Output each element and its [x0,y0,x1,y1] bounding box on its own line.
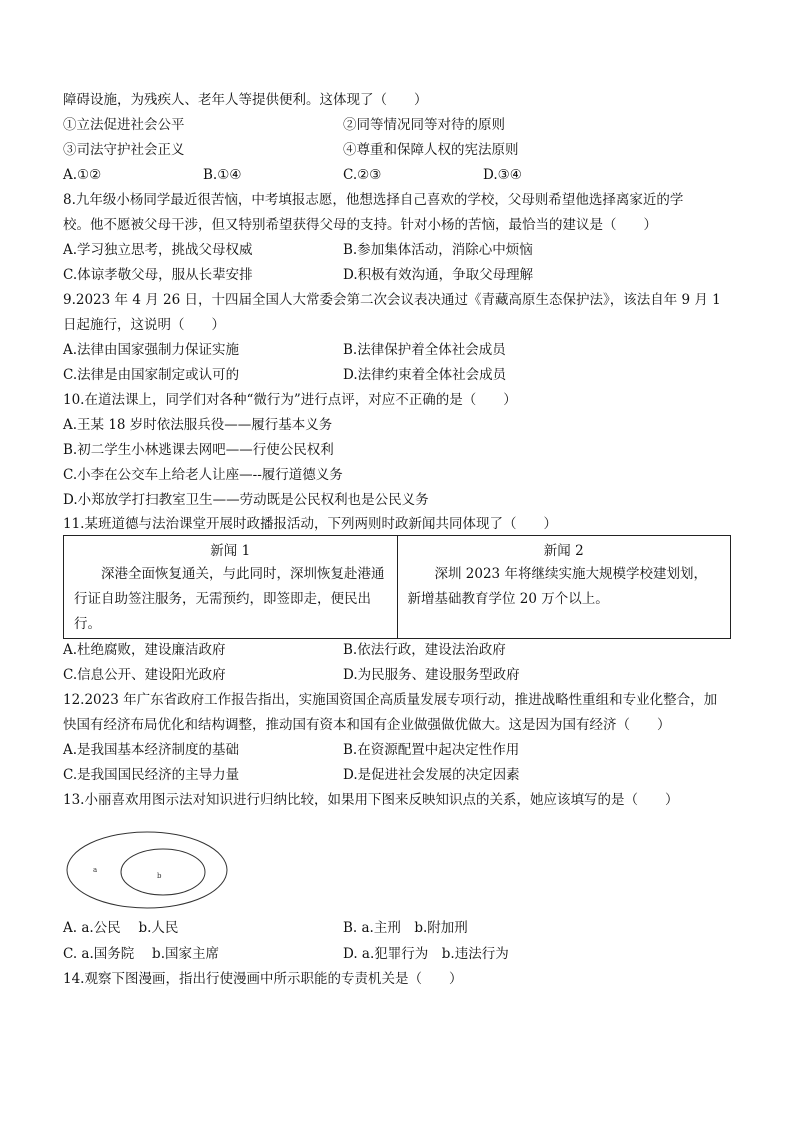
q13-choice-b[interactable]: B. a.主刑 b.附加刑 [343,920,468,936]
q9-choice-d[interactable]: D.法律约束着全体社会成员 [343,367,507,383]
q11-choice-b[interactable]: B.依法行政，建设法治政府 [343,642,506,658]
q11-choice-c[interactable]: C.信息公开、建设阳光政府 [63,667,226,683]
q12-stem-line1: 12.2023 年广东省政府工作报告指出，实施国资国企高质量发展专项行动，推进战略性重组和专业化整合，加 [63,692,718,708]
q7-item-1: ①立法促进社会公平 [63,117,185,133]
outer-ellipse [67,832,227,908]
q12-stem-line2: 快国有经济布局优化和结构调整，推动国有资本和国有企业做强做优做大。这是因为国有经济（ ） [63,717,671,733]
q12-choice-a[interactable]: A.是我国基本经济制度的基础 [63,742,240,758]
q8-choice-c[interactable]: C.体谅孝敬父母，服从长辈安排 [63,267,253,283]
q8-stem-line2: 校。他不愿被父母干涉，但又特别希望获得父母的支持。针对小杨的苦恼，最恰当的建议是（ ） [63,217,657,233]
q11-choice-a[interactable]: A.杜绝腐败，建设廉洁政府 [63,642,226,658]
q8-choice-a[interactable]: A.学习独立思考，挑战父母权威 [63,242,253,258]
q7-choice-d[interactable]: D.③④ [483,167,522,183]
news-2-body: 深圳 2023 年将继续实施大规模学校建划划，新增基础教育学位 20 万个以上。 [407,566,707,607]
q13-choice-c[interactable]: C. a.国务院 b.国家主席 [63,946,219,962]
news-table [63,535,731,639]
q7-choice-a[interactable]: A.①② [63,167,102,183]
q7-stem: 障碍设施，为残疾人、老年人等提供便利。这体现了（ ） [63,92,428,108]
inner-ellipse [121,849,205,895]
q12-choice-c[interactable]: C.是我国国民经济的主导力量 [63,767,240,783]
inner-label: b [157,872,162,880]
q9-stem-line1: 9.2023 年 4 月 26 日，十四届全国人大常委会第二次会议表决通过《青藏高原生态保护法》，该法自年 9 月 1 [63,292,721,308]
q8-choice-b[interactable]: B.参加集体活动，消除心中烦恼 [343,242,533,258]
outer-label: a [93,866,98,874]
q10-choice-a[interactable]: A.王某 18 岁时依法服兵役——履行基本义务 [63,417,333,433]
q10-choice-c[interactable]: C.小李在公交车上给老人让座—--履行道德义务 [63,467,343,483]
news-1-body: 深港全面恢复通关，与此同时，深圳恢复赴港通行证自助签注服务，无需预约，即签即走，便民出行。 [74,566,385,632]
q14-stem: 14.观察下图漫画，指出行使漫画中所示职能的专责机关是（ ） [63,971,463,987]
q10-stem: 10.在道法课上，同学们对各种“微行为”进行点评，对应不正确的是（ ） [63,392,517,408]
q12-choice-d[interactable]: D.是促进社会发展的决定因素 [343,767,520,783]
news-1 [64,536,397,638]
q13-choice-d[interactable]: D. a.犯罪行为 b.违法行为 [343,946,509,962]
q13-stem: 13.小丽喜欢用图示法对知识进行归纳比较，如果用下图来反映知识点的关系，她应该填写的是（ ） [63,792,679,808]
q9-choice-b[interactable]: B.法律保护着全体社会成员 [343,342,506,358]
q11-stem: 11.某班道德与法治课堂开展时政播报活动，下列两则时政新闻共同体现了（ ） [63,516,557,532]
q7-choice-c[interactable]: C.②③ [343,167,382,183]
q8-choice-d[interactable]: D.积极有效沟通，争取父母理解 [343,267,534,283]
q8-stem-line1: 8.九年级小杨同学最近很苦恼，中考填报志愿，他想选择自己喜欢的学校，父母则希望他选择离家近的学 [63,192,684,208]
q9-choice-c[interactable]: C.法律是由国家制定或认可的 [63,367,240,383]
q9-stem-line2: 日起施行，这说明（ ） [63,317,225,333]
q10-choice-d[interactable]: D.小郑放学打扫教室卫生——劳动既是公民权利也是公民义务 [63,492,429,508]
news-2 [397,536,731,638]
q9-choice-a[interactable]: A.法律由国家强制力保证实施 [63,342,240,358]
nested-ellipse-diagram [63,826,231,914]
q12-choice-b[interactable]: B.在资源配置中起决定性作用 [343,742,520,758]
q13-choice-a[interactable]: A. a.公民 b.人民 [63,920,179,936]
q7-item-2: ②同等情况同等对待的原则 [343,117,505,133]
q7-item-3: ③司法守护社会正义 [63,142,185,158]
q7-choice-b[interactable]: B.①④ [203,167,242,183]
q11-choice-d[interactable]: D.为民服务、建设服务型政府 [343,667,520,683]
q7-item-4: ④尊重和保障人权的宪法原则 [343,142,519,158]
news-1-title: 新闻 1 [210,543,251,559]
q10-choice-b[interactable]: B.初二学生小林逃课去网吧——行使公民权利 [63,442,334,458]
news-2-title: 新闻 2 [543,543,584,559]
